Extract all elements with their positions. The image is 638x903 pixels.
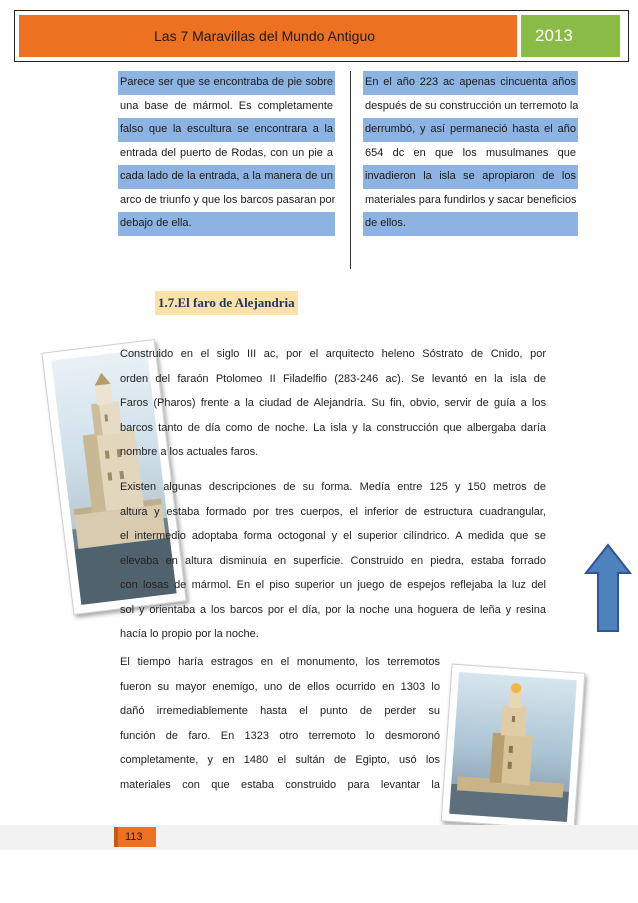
colossus-text-column-left	[118, 71, 335, 236]
text-line: elevaba en altura disminuía en superficie. Construido en piedra, estaba forrado	[120, 554, 546, 567]
text-line: orden del faraón Ptolomeo II Filadelfio (283-246 ac). Se levantó en la isla de	[120, 372, 546, 385]
paragraph-construction	[120, 342, 546, 465]
lighthouse-picture	[449, 672, 577, 822]
text-line: El tiempo haría estragos en el monumento, los terremotos	[120, 656, 440, 668]
table-row: después de su construcción un terremoto la	[363, 95, 578, 119]
text-line: Existen algunas descripciones de su forma. Medía entre 125 y 150 metros de	[120, 481, 546, 493]
text-line: función de faro. En 1323 otro terremoto lo desmoronó	[120, 729, 440, 742]
page-header	[14, 10, 629, 62]
table-row	[363, 236, 578, 260]
table-row: invadieron la isla se apropiaron de los	[363, 165, 578, 189]
text-line: con losas de mármol. En el piso superior un juego de espejos reflejaba la luz del	[120, 579, 546, 591]
section-heading: 1.7.El faro de Alejandria	[155, 291, 298, 315]
text-line: altura y estaba formado por tres cuerpos, el inferior de estructura cuadrangular,	[120, 505, 546, 518]
text-line: nombre a los actuales faros.	[120, 446, 259, 458]
text-line: Faros (Pharos) frente a la ciudad de Alejandría. Su fin, obvio, servir de guía a los	[120, 397, 546, 409]
paragraph-destruction	[120, 650, 440, 797]
table-row: arco de triunfo y que los barcos pasaran por	[118, 189, 335, 213]
text-line: Construido en el siglo III ac, por el arquitecto heleno Sóstrato de Cnido, por	[120, 348, 546, 360]
page-footer-band	[0, 825, 638, 850]
table-row: materiales para fundirlos y sacar beneficios	[363, 189, 578, 213]
table-row: entrada del puerto de Rodas, con un pie a	[118, 142, 335, 166]
page-number: 113	[114, 827, 156, 847]
text-line: completamente, y en 1480 el sultán de Egipto, usó los	[120, 754, 440, 766]
text-line: barcos tanto de día como de noche. La isla y la construcción que albergaba daría	[120, 421, 546, 434]
text-line: sol y orientaba a los barcos por el día, por la noche una hoguera de leña y resina	[120, 603, 546, 616]
table-row: derrumbó, y así permaneció hasta el año	[363, 118, 578, 142]
table-row: En el año 223 ac apenas cincuenta años	[363, 71, 578, 95]
text-line: fueron su mayor enemigo, uno de ellos ocurrido en 1303 lo	[120, 680, 440, 693]
text-line: dañó irremediablemente hasta el punto de perder su	[120, 705, 440, 717]
table-row: falso que la escultura se encontrara a la	[118, 118, 335, 142]
table-row: debajo de ella.	[118, 212, 335, 236]
column-divider	[350, 71, 351, 269]
text-line: materiales con que estaba construido para levantar la	[120, 778, 440, 791]
table-row: cada lado de la entrada, a la manera de un	[118, 165, 335, 189]
text-line: hacía lo propio por la noche.	[120, 628, 259, 640]
paragraph-description	[120, 475, 546, 647]
document-year: 2013	[521, 15, 620, 57]
colossus-text-column-right	[363, 71, 578, 259]
lighthouse-illustration-2	[441, 664, 586, 831]
table-row: 654 dc en que los musulmanes que	[363, 142, 578, 166]
table-row: una base de mármol. Es completamente	[118, 95, 335, 119]
table-row: de ellos.	[363, 212, 578, 236]
table-row: Parece ser que se encontraba de pie sobre	[118, 71, 335, 95]
up-arrow-icon[interactable]	[584, 543, 632, 638]
text-line: el intermedio adoptaba forma octogonal y el superior cilíndrico. A medida que se	[120, 530, 546, 542]
document-title: Las 7 Maravillas del Mundo Antiguo	[19, 15, 517, 57]
